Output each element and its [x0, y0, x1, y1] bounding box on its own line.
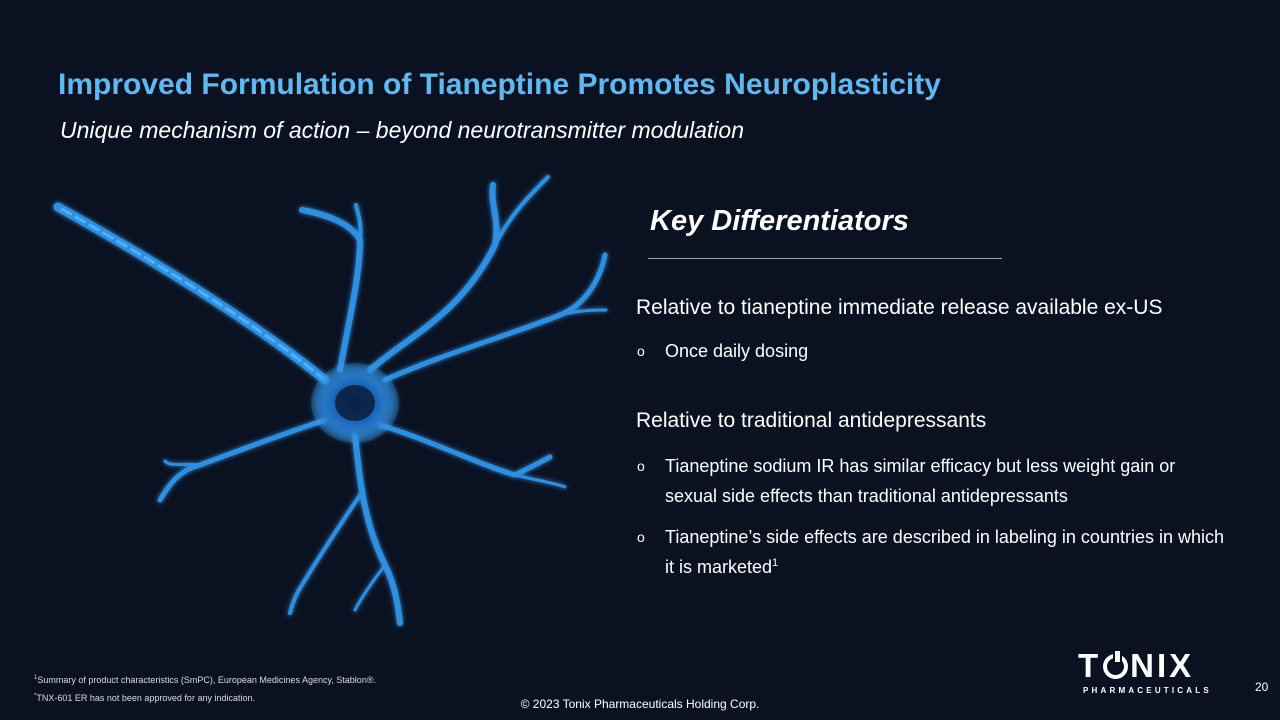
key-differentiators-heading: Key Differentiators [650, 205, 909, 237]
bullet-once-daily: o Once daily dosing [637, 336, 1225, 366]
tonix-logo: T NIX PHARMACEUTICALS [1078, 647, 1212, 695]
footnote-1: $^1$Summary of product characteristics (SmPC), European Medicines Agency, Stablon®. [34, 675, 376, 685]
power-icon [1103, 654, 1128, 679]
bullet-efficacy: o Tianeptine sodium IR has similar efficacy but less weight gain or sexual side effects than traditional antidepressants [637, 451, 1225, 511]
footnote-ref: 1 [772, 557, 779, 569]
slide-title: Improved Formulation of Tianeptine Promotes Neuroplasticity [58, 68, 941, 101]
footnote-2: *TNX-601 ER has not been approved for any indication. [34, 693, 255, 703]
copyright: © 2023 Tonix Pharmaceuticals Holding Corp. [520, 697, 760, 711]
section-heading-ir: Relative to tianeptine immediate release available ex-US [636, 296, 1163, 319]
neuron-illustration [40, 165, 630, 635]
section-heading-antidepressants: Relative to traditional antidepressants [636, 409, 987, 432]
slide-subtitle: Unique mechanism of action – beyond neurotransmitter modulation [60, 117, 744, 143]
bullet-marker-icon: o [637, 529, 645, 545]
heading-divider [648, 258, 1002, 259]
bullet-marker-icon: o [637, 458, 645, 474]
bullet-side-effects [637, 522, 1225, 582]
page-number: 20 [1255, 680, 1269, 694]
bullet-text: Tianeptine’s side effects are described in labeling in countries in which it is marketed [665, 527, 1224, 577]
bullet-marker-icon: o [637, 343, 645, 359]
